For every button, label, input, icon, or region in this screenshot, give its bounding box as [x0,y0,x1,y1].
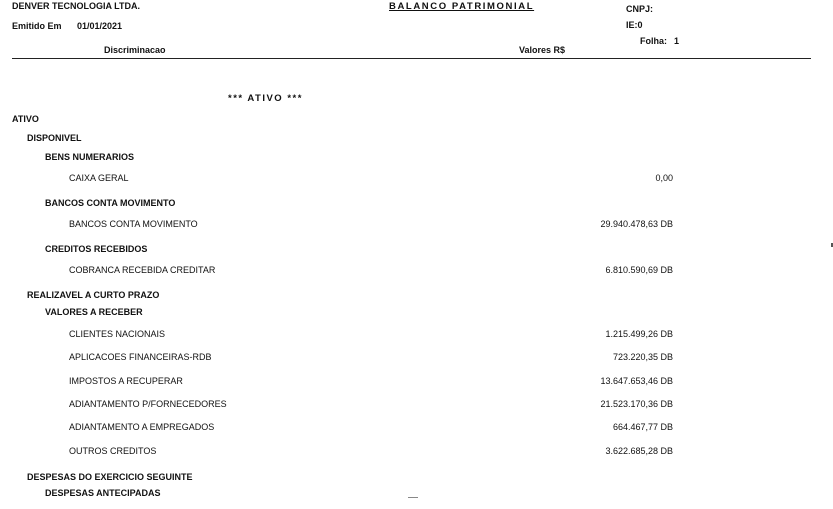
issued-date: 01/01/2021 [77,21,123,31]
account-label: COBRANCA RECEBIDA CREDITAR [69,265,216,275]
account-value: 3.622.685,28 DB [605,446,673,456]
cnpj-label: CNPJ: [626,4,654,14]
account-label: ADIANTAMENTO P/FORNECEDORES [69,399,227,409]
account-label: CAIXA GERAL [69,173,129,183]
page-break-mark [408,497,418,498]
group-despesas-exercicio-seguinte: DESPESAS DO EXERCICIO SEGUINTE [27,472,193,482]
account-label: CLIENTES NACIONAIS [69,329,166,339]
group-bancos-conta-movimento: BANCOS CONTA MOVIMENTO [45,198,176,208]
column-header-values: Valores R$ [519,45,566,55]
account-label: OUTROS CREDITOS [69,446,157,456]
account-value: 723.220,35 DB [612,352,673,362]
folha-value: 1 [674,36,680,46]
issued-label: Emitido Em [12,21,62,31]
account-label: APLICACOES FINANCEIRAS-RDB [69,352,212,362]
group-disponivel: DISPONIVEL [27,133,82,143]
group-ativo: ATIVO [12,114,39,124]
account-value: 1.215.499,26 DB [605,329,673,339]
account-label: BANCOS CONTA MOVIMENTO [69,219,198,229]
column-header-description: Discriminacao [104,45,166,55]
account-value: 21.523.170,36 DB [600,399,673,409]
group-valores-a-receber: VALORES A RECEBER [45,307,143,317]
account-value: 664.467,77 DB [612,422,673,432]
company-name: DENVER TECNOLOGIA LTDA. [12,1,140,11]
section-title: *** ATIVO *** [228,93,303,104]
account-value: 6.810.590,69 DB [605,265,673,275]
ie-label: IE:0 [626,20,643,30]
group-creditos-recebidos: CREDITOS RECEBIDOS [45,244,148,254]
account-label: ADIANTAMENTO A EMPREGADOS [69,422,215,432]
account-label: IMPOSTOS A RECUPERAR [69,376,183,386]
account-value: 0,00 [655,173,673,183]
header-divider [12,58,811,59]
account-value: 13.647.653,46 DB [600,376,673,386]
group-despesas-antecipadas: DESPESAS ANTECIPADAS [45,488,161,498]
report-title: BALANCO PATRIMONIAL [389,1,535,12]
group-bens-numerarios: BENS NUMERARIOS [45,152,135,162]
folha-label: Folha: [640,36,667,46]
account-value: 29.940.478,63 DB [600,219,673,229]
group-realizavel-curto-prazo: REALIZAVEL A CURTO PRAZO [27,290,160,300]
